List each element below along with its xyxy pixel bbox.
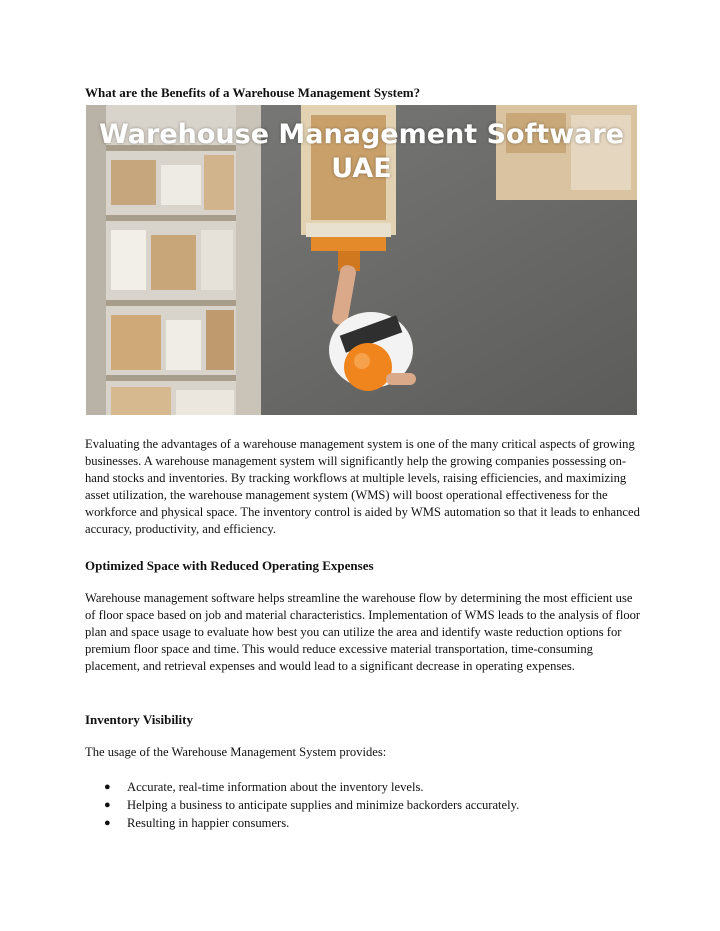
section-heading-space: Optimized Space with Reduced Operating Expenses bbox=[85, 558, 374, 573]
intro-paragraph: Evaluating the advantages of a warehouse management system is one of the many critical aspects of growing businesses. A warehouse management system will significantly help the growing companies possessing on-hand stocks and inventories. By tracking workflows at multiple levels, raising efficiencies, and maximizing asset utilization, the warehouse management system (WMS) will boost operational effectiveness for the workforce and physical space. The inventory control is aided by WMS automation so that it leads to enhanced accuracy, productivity, and efficiency. bbox=[85, 437, 640, 536]
visibility-intro: The usage of the Warehouse Management System provides: bbox=[85, 745, 387, 759]
image-title-line1: Warehouse Management Software bbox=[98, 119, 625, 150]
bullet-icon: ● bbox=[104, 781, 111, 793]
bullet-icon: ● bbox=[104, 799, 111, 811]
list-item: ● Accurate, real-time information about the inventory levels. bbox=[104, 780, 424, 794]
bullet-icon: ● bbox=[104, 817, 111, 829]
document-title: What are the Benefits of a Warehouse Management System? bbox=[85, 85, 421, 100]
benefits-list bbox=[85, 778, 645, 832]
image-title-line2: UAE bbox=[331, 153, 392, 184]
list-item: ● Helping a business to anticipate supplies and minimize backorders accurately. bbox=[104, 798, 520, 812]
section-heading-visibility: Inventory Visibility bbox=[85, 712, 193, 727]
list-item: ● Resulting in happier consumers. bbox=[104, 816, 290, 830]
space-paragraph: Warehouse management software helps streamline the warehouse flow by determining the most efficient use of floor space based on job and material characteristics. Implementation of WMS leads to the analysis of floor plan and space usage to evaluate how best you can utilize the area and identify waste reduction options for premium floor space and time. This would reduce excessive material transportation, time-consuming placement, and retrieval expenses and would lead to a significant decrease in operating expenses. bbox=[85, 591, 641, 673]
warehouse-photo bbox=[86, 105, 637, 415]
